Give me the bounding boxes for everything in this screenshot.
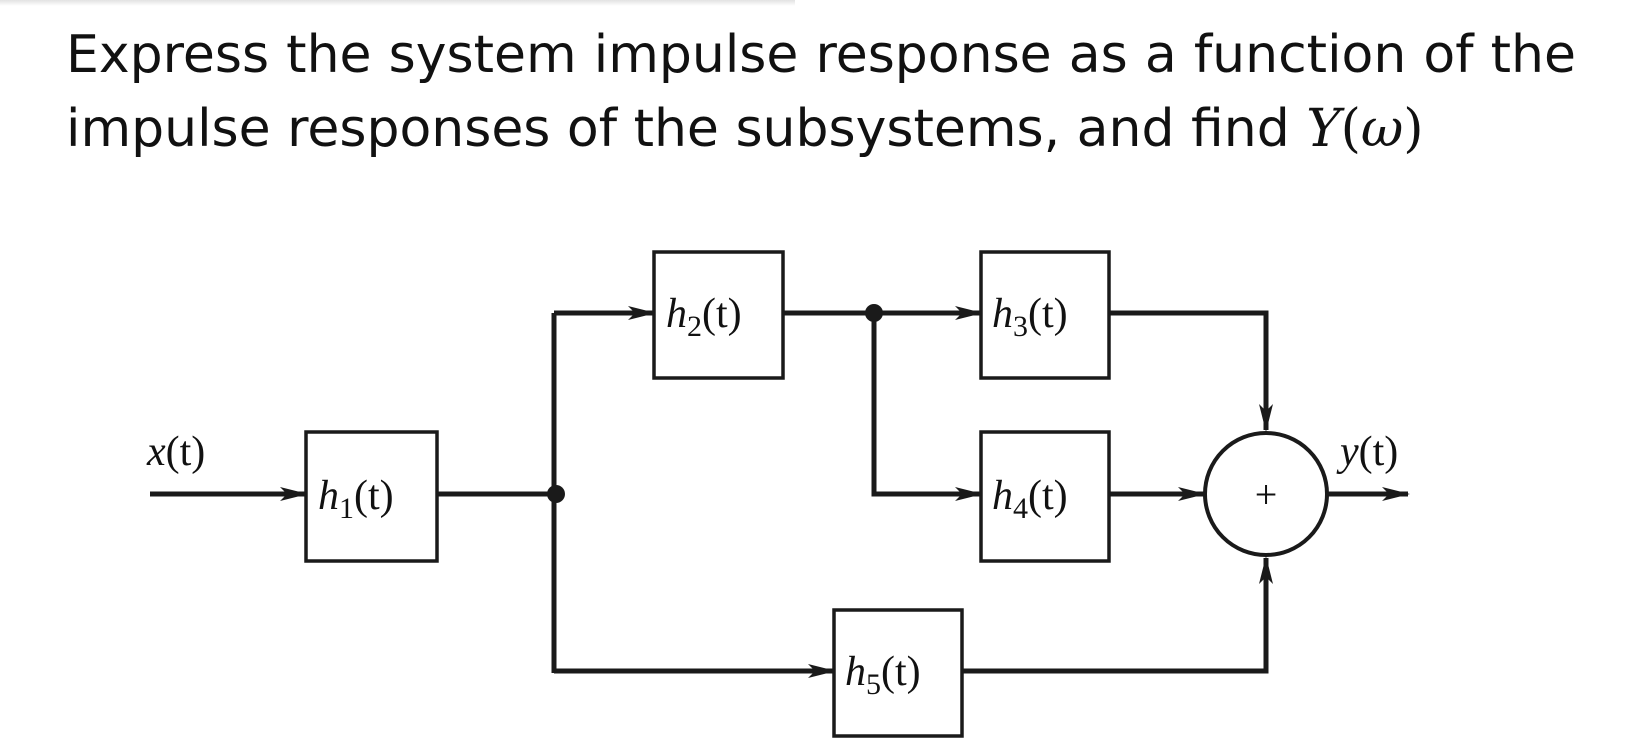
math-omega: ω <box>1360 99 1404 159</box>
math-close-paren: ) <box>1403 99 1424 159</box>
h3-to-summer-arrow <box>1109 313 1266 430</box>
h4-label: $h_4(t)$ <box>992 473 1068 525</box>
split-junction-dot <box>547 485 565 503</box>
question-prose: Express the system impulse response as a function of the impulse responses of the subsystems, and find <box>66 25 1576 159</box>
h5-label: $h_5(t)$ <box>845 649 921 701</box>
output-label: y(t) <box>1340 429 1399 475</box>
h2-label: $h_2(t)$ <box>666 291 742 343</box>
h1-label: $h_1(t)$ <box>318 473 394 525</box>
summer-plus-sign: + <box>1254 472 1278 517</box>
h4-input-arrow <box>874 313 981 494</box>
h3-label: $h_3(t)$ <box>992 291 1068 343</box>
math-function-name: Y <box>1306 99 1341 159</box>
math-open-paren: ( <box>1340 99 1361 159</box>
h2-split-junction-dot <box>865 304 883 322</box>
h5-to-summer-arrow <box>962 558 1266 671</box>
input-label: x(t) <box>147 429 206 475</box>
